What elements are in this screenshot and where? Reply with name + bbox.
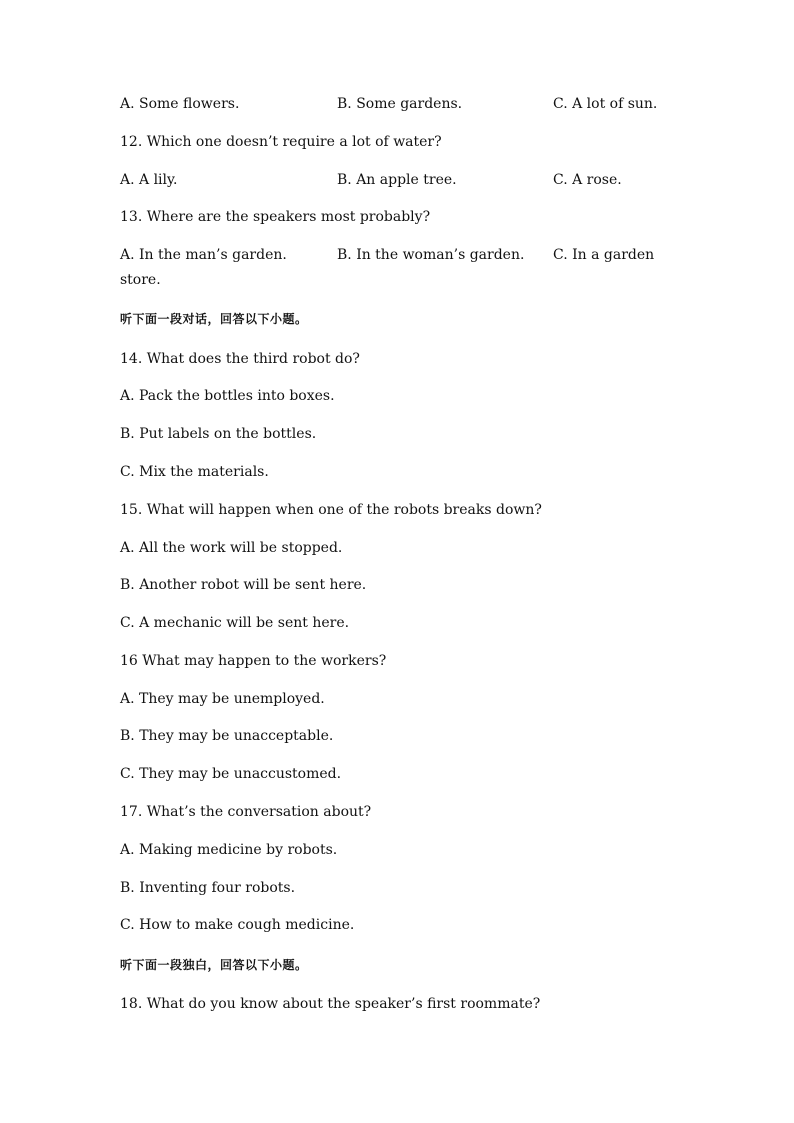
- section-instruction-monologue: 听下面一段独白，回答以下小题。: [120, 958, 308, 972]
- q14-question: 14. What does the third robot do?: [120, 351, 360, 367]
- q13-option-c-continued: store.: [120, 272, 161, 288]
- q12-question: 12. Which one doesn’t require a lot of water?: [120, 134, 442, 150]
- q16-question: 16 What may happen to the workers?: [120, 653, 387, 669]
- q13-option-b: B. In the woman’s garden.: [337, 247, 525, 263]
- q16-option-b: B. They may be unacceptable.: [120, 728, 334, 744]
- q12-option-b: B. An apple tree.: [337, 172, 457, 188]
- q18-question: 18. What do you know about the speaker’s first roommate?: [120, 996, 541, 1012]
- q14-option-c: C. Mix the materials.: [120, 464, 269, 480]
- q14-option-b: B. Put labels on the bottles.: [120, 426, 317, 442]
- q16-option-a: A. They may be unemployed.: [120, 691, 325, 707]
- document-page: [120, 0, 680, 1123]
- q16-option-c: C. They may be unaccustomed.: [120, 766, 342, 782]
- q12-option-a: A. A lily.: [120, 172, 178, 188]
- q13-question: 13. Where are the speakers most probably?: [120, 209, 431, 225]
- q14-option-a: A. Pack the bottles into boxes.: [120, 388, 335, 404]
- q15-question: 15. What will happen when one of the robots breaks down?: [120, 502, 542, 518]
- q17-option-a: A. Making medicine by robots.: [120, 842, 338, 858]
- q15-option-c: C. A mechanic will be sent here.: [120, 615, 350, 631]
- q13-option-a: A. In the man’s garden.: [120, 247, 287, 263]
- q17-question: 17. What’s the conversation about?: [120, 804, 372, 820]
- section-instruction-dialogue: 听下面一段对话，回答以下小题。: [120, 312, 308, 326]
- q15-option-a: A. All the work will be stopped.: [120, 540, 343, 556]
- q11-option-a: A. Some flowers.: [120, 96, 240, 112]
- q12-option-c: C. A rose.: [553, 172, 622, 188]
- q17-option-c: C. How to make cough medicine.: [120, 917, 355, 933]
- q15-option-b: B. Another robot will be sent here.: [120, 577, 367, 593]
- q11-option-c: C. A lot of sun.: [553, 96, 658, 112]
- q13-option-c: C. In a garden: [553, 247, 655, 263]
- q11-option-b: B. Some gardens.: [337, 96, 463, 112]
- q17-option-b: B. Inventing four robots.: [120, 880, 296, 896]
